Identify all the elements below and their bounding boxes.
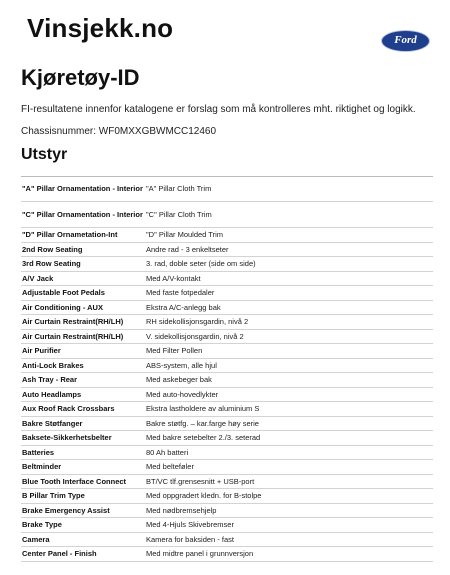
equipment-name: Batteries <box>22 447 55 457</box>
table-row <box>21 446 433 461</box>
ford-logo-icon: Ford <box>381 30 430 52</box>
equipment-value: "A" Pillar Cloth Trim <box>146 184 212 194</box>
section-title-equipment: Utstyr <box>21 146 68 163</box>
page-title: Kjøretøy-ID <box>21 65 140 90</box>
equipment-value: Med belteføler <box>146 462 194 471</box>
equipment-value: Andre rad - 3 enkeltseter <box>146 244 229 254</box>
table-row <box>21 431 433 446</box>
table-row <box>21 272 433 287</box>
equipment-name: Anti-Lock Brakes <box>22 360 84 370</box>
equipment-value: BT/VC tlf.grensesnitt + USB-port <box>146 476 255 486</box>
equipment-table <box>21 176 433 562</box>
table-row <box>21 547 433 562</box>
equipment-value: Bakre støtfg. – kar.farge høy serie <box>146 418 259 428</box>
equipment-value: Ekstra lastholdere av aluminium S <box>146 404 260 413</box>
equipment-name: Brake Emergency Assist <box>22 505 110 515</box>
equipment-name: B Pillar Trim Type <box>22 491 85 500</box>
equipment-name: "D" Pillar Ornametation-Int <box>22 230 118 239</box>
equipment-value: 80 Ah batteri <box>146 447 189 457</box>
equipment-name: Camera <box>22 534 50 544</box>
table-row <box>21 301 433 316</box>
table-row <box>21 257 433 272</box>
equipment-value: "D" Pillar Moulded Trim <box>146 230 224 239</box>
equipment-name: Adjustable Foot Pedals <box>22 288 105 297</box>
equipment-value: Med midtre panel i grunnversjon <box>146 549 254 558</box>
equipment-name: Beltminder <box>22 462 62 471</box>
equipment-value: Med Filter Pollen <box>146 346 203 355</box>
equipment-value: Kamera for baksiden - fast <box>146 534 234 544</box>
chassis-number: Chassisnummer: WF0MXXGBWMCC12460 <box>21 126 217 137</box>
equipment-value: Med nødbremsehjelp <box>146 505 217 515</box>
equipment-name: 3rd Row Seating <box>22 259 81 268</box>
disclaimer-text: FI-resultatene innenfor katalogene er forslag som må kontrolleres mht. riktighet og logikk. <box>21 104 416 115</box>
equipment-name: "A" Pillar Ornamentation - Interior <box>22 184 143 194</box>
equipment-value: Med auto-hovedlykter <box>146 389 219 399</box>
equipment-value: Med askebeger bak <box>146 375 212 384</box>
equipment-value: RH sidekollisjonsgardin, nivå 2 <box>146 317 249 326</box>
equipment-name: Auto Headlamps <box>22 389 82 399</box>
table-row <box>21 286 433 301</box>
equipment-value: V. sidekollisjonsgardin, nivå 2 <box>146 331 244 341</box>
table-row <box>21 533 433 548</box>
table-row <box>21 202 433 228</box>
equipment-name: 2nd Row Seating <box>22 244 83 254</box>
table-row <box>21 315 433 330</box>
equipment-name: Baksete-Sikkerhetsbelter <box>22 433 112 442</box>
table-row <box>21 344 433 359</box>
equipment-name: Air Curtain Restraint(RH/LH) <box>22 317 124 326</box>
table-row <box>21 388 433 403</box>
equipment-value: Med faste fotpedaler <box>146 288 215 297</box>
equipment-name: Air Curtain Restraint(RH/LH) <box>22 331 124 341</box>
equipment-name: Bakre Støtfanger <box>22 418 83 428</box>
equipment-value: "C" Pillar Cloth Trim <box>146 209 212 219</box>
table-row <box>21 228 433 243</box>
table-row <box>21 402 433 417</box>
equipment-value: Med oppgradert kledn. for B-stolpe <box>146 491 262 500</box>
equipment-value: Med bakre setebelter 2./3. seterad <box>146 433 261 442</box>
site-header <box>0 0 450 58</box>
equipment-name: Ash Tray - Rear <box>22 375 78 384</box>
equipment-value: Med 4-Hjuls Skivebremser <box>146 520 234 529</box>
equipment-value: Ekstra A/C-anlegg bak <box>146 302 221 312</box>
equipment-name: Brake Type <box>22 520 62 529</box>
site-logo[interactable]: Vinsjekk.no <box>27 13 174 43</box>
table-row <box>21 460 433 475</box>
table-row <box>21 359 433 374</box>
equipment-name: Center Panel - Finish <box>22 549 97 558</box>
table-row <box>21 475 433 490</box>
equipment-value: ABS-system, alle hjul <box>146 360 217 370</box>
table-row <box>21 489 433 504</box>
table-row <box>21 504 433 519</box>
equipment-name: Blue Tooth Interface Connect <box>22 476 127 486</box>
table-row <box>21 373 433 388</box>
equipment-name: A/V Jack <box>22 273 54 283</box>
equipment-name: Aux Roof Rack Crossbars <box>22 404 115 413</box>
equipment-name: "C" Pillar Ornamentation - Interior <box>22 209 143 219</box>
equipment-name: Air Purifier <box>22 346 61 355</box>
table-row <box>21 518 433 533</box>
table-row <box>21 176 433 202</box>
equipment-name: Air Conditioning - AUX <box>22 302 103 312</box>
table-row <box>21 243 433 258</box>
table-row <box>21 417 433 432</box>
equipment-value: 3. rad, doble seter (side om side) <box>146 259 256 268</box>
table-row <box>21 330 433 345</box>
equipment-value: Med A/V-kontakt <box>146 273 201 283</box>
